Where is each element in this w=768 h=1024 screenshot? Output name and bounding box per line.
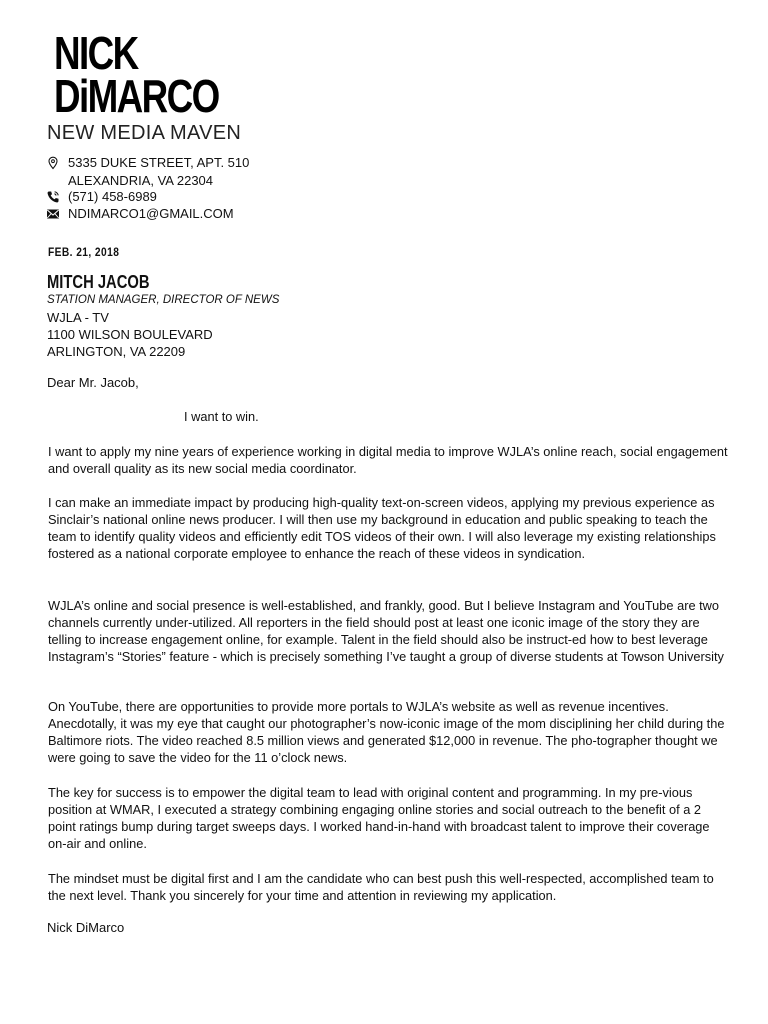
location-pin-icon xyxy=(46,156,60,170)
paragraph-1: I want to apply my nine years of experience working in digital media to improve WJLA’s online reach, social engagement and overall quality as its new social media coordinator. xyxy=(48,444,728,476)
address-line-2: ALEXANDRIA, VA 22304 xyxy=(68,173,214,188)
paragraph-3: WJLA’s online and social presence is well-established, and frankly, good. But I believe Instagram and YouTube are two channels currently under-utilized. All reporters in the field should post at least one iconic image of the story they are telling to increase engagement online, for example. Talent in the field should also be instruct-ed how to best leverage Instagram’s “Stories” feature - which is precisely something I’ve taught a group of diverse students at Towson University xyxy=(48,598,724,664)
contact-phone xyxy=(46,189,306,205)
address-line-1: 5335 DUKE STREET, APT. 510 xyxy=(68,155,250,170)
first-name: NICK xyxy=(54,27,138,79)
signature: Nick DiMarco xyxy=(47,920,125,935)
email-address: NDIMARCO1@GMAIL.COM xyxy=(68,206,234,221)
paragraph-5: The key for success is to empower the digital team to lead with original content and programming. In my pre-vious position at WMAR, I executed a strategy combining engaging online stories and social outreach to the benefit of a 2 point ratings bump during target sweeps days. I worked hand-in-hand with broadcast talent to improve their coverage on-air and online. xyxy=(48,785,710,851)
recipient-title: STATION MANAGER, DIRECTOR OF NEWS xyxy=(47,294,280,306)
recipient-city: ARLINGTON, VA 22209 xyxy=(47,344,186,359)
salutation: Dear Mr. Jacob, xyxy=(47,375,139,390)
recipient-org: WJLA - TV xyxy=(47,310,109,325)
recipient-name: MITCH JACOB xyxy=(47,272,150,292)
letter-date: FEB. 21, 2018 xyxy=(48,245,120,259)
opening-hook: I want to win. xyxy=(184,409,259,424)
phone-number: (571) 458-6989 xyxy=(68,189,157,204)
last-name: DiMARCO xyxy=(54,70,219,122)
phone-icon xyxy=(46,190,60,204)
paragraph-6: The mindset must be digital first and I am the candidate who can best push this well-respected, accomplished team to the next level. Thank you sincerely for your time and attention in reviewing my application. xyxy=(48,871,714,903)
applicant-name xyxy=(54,27,219,122)
contact-email xyxy=(46,206,306,222)
envelope-icon xyxy=(46,207,60,221)
contact-address xyxy=(46,155,306,189)
paragraph-2: I can make an immediate impact by producing high-quality text-on-screen videos, applying my previous experience as Sinclair’s national online news producer. I will then use my background in education and public speaking to teach the team to identify quality videos and efficiently edit TOS videos of their own. I will also leverage my existing relationships fostered as a national corporate employee to enhance the reach of these videos in syndication. xyxy=(48,495,716,561)
paragraph-4: On YouTube, there are opportunities to provide more portals to WJLA’s website as well as revenue incentives. Anecdotally, it was my eye that caught our photographer’s now-iconic image of the mom disciplining her child during the Baltimore riots. The video reached 8.5 million views and generated $12,000 in revenue. The pho-tographer thought we were going to save the video for the 11 o’clock news. xyxy=(48,699,725,765)
recipient-street: 1100 WILSON BOULEVARD xyxy=(47,327,213,342)
tagline: NEW MEDIA MAVEN xyxy=(47,122,242,144)
